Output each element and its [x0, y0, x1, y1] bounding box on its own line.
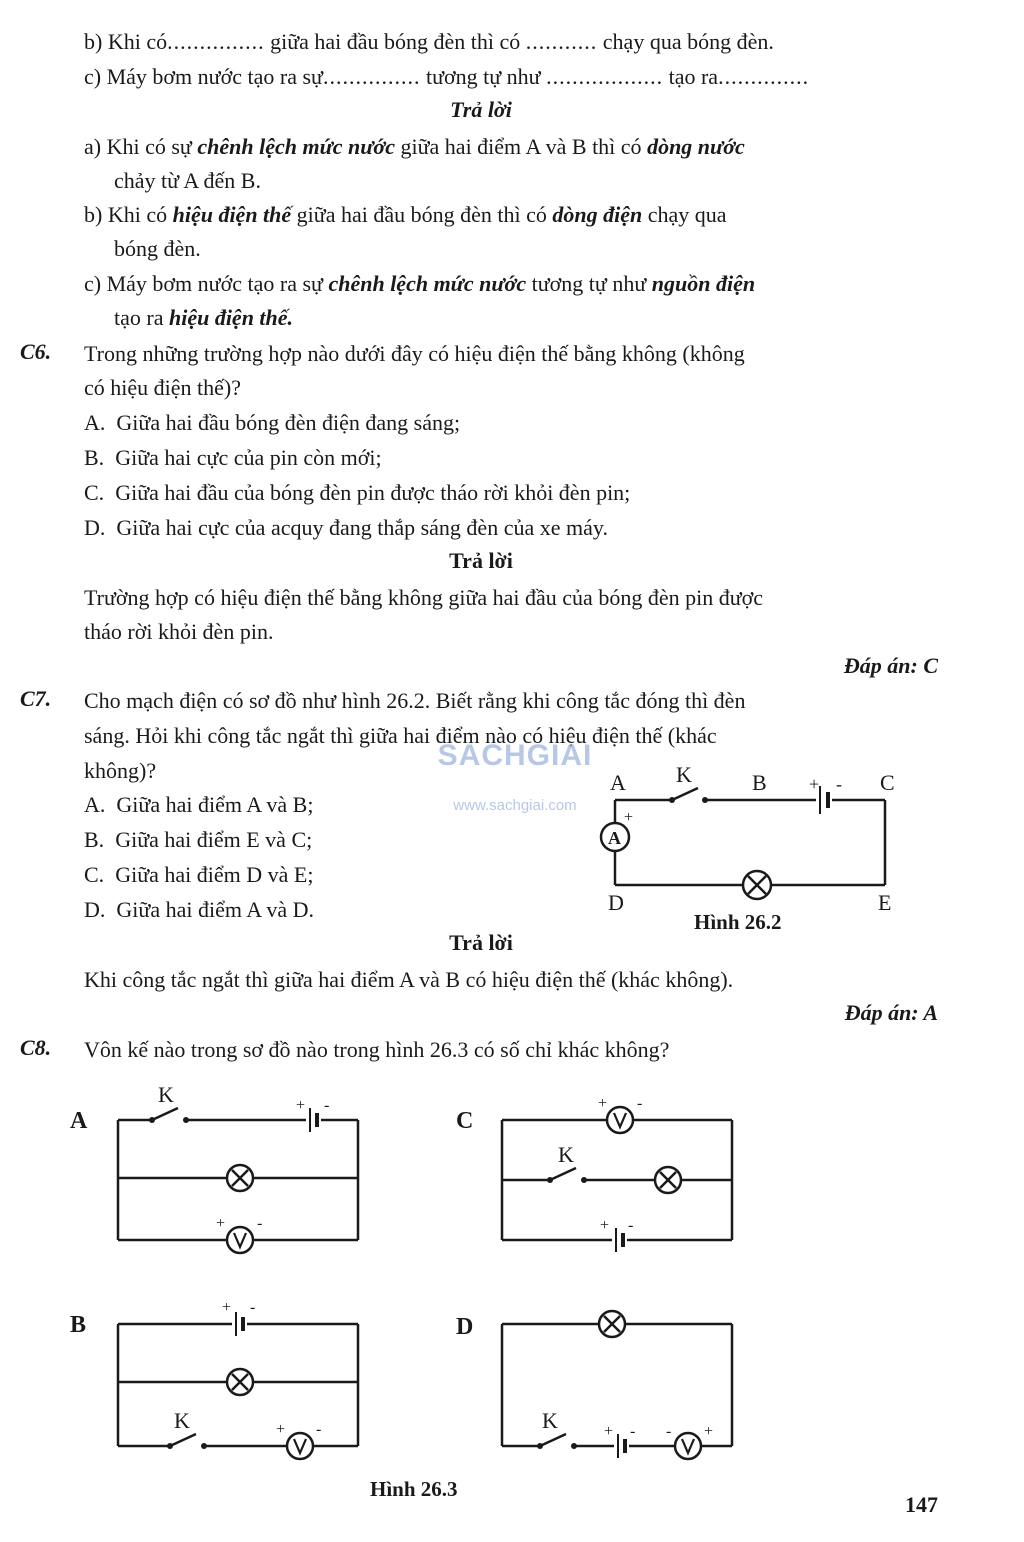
c7-question-cont: sáng. Hỏi khi công tắc ngắt thì giữa hai điểm nào có hiệu điện thế (khác: [84, 723, 717, 748]
ammeter-plus: +: [624, 809, 634, 826]
c6-option-d: D. Giữa hai cực của acquy đang thắp sáng đèn của xe máy.: [84, 515, 608, 540]
c7-option-d: D. Giữa hai điểm A và D.: [84, 897, 315, 922]
svg-text:-: -: [250, 1299, 256, 1316]
c6-option-b: B. Giữa hai cực của pin còn mới;: [84, 445, 382, 470]
c7-option-c: C. Giữa hai điểm D và E;: [84, 862, 314, 887]
panel-b-lamp-icon: [227, 1369, 253, 1395]
svg-text:-: -: [637, 1095, 643, 1112]
svg-text:+: +: [598, 1095, 608, 1112]
svg-text:-: -: [324, 1097, 330, 1114]
panel-c-label: C: [456, 1108, 474, 1134]
panel-d-lamp-icon: [599, 1311, 625, 1337]
answer-a: a) Khi có sự chênh lệch mức nước giữa hai điểm A và B thì có dòng nước: [84, 134, 745, 159]
answer-b-cont: bóng đèn.: [114, 236, 201, 261]
figure-26-3: [60, 1080, 780, 1480]
c7-answer: Khi công tắc ngắt thì giữa hai điểm A và B có hiệu điện thế (khác không).: [84, 967, 734, 992]
figure-26-2-caption: Hình 26.2: [694, 910, 782, 934]
point-a-label: A: [610, 770, 626, 795]
c6-answer-heading: Trả lời: [449, 548, 513, 573]
c7-answer-heading: Trả lời: [449, 930, 513, 955]
svg-text:-: -: [630, 1423, 636, 1440]
panel-d-voltmeter-icon: [675, 1433, 701, 1459]
c7-option-a: A. Giữa hai điểm A và B;: [84, 792, 314, 817]
panel-a-label: A: [70, 1108, 88, 1134]
point-d-label: D: [608, 890, 624, 915]
c7-result: Đáp án: A: [844, 1000, 938, 1025]
watermark-brand: SACHGIAI: [437, 739, 593, 772]
answer-c-cont: tạo ra hiệu điện thế.: [114, 305, 294, 330]
circuit-panel-c: [456, 1095, 732, 1252]
figure-26-2: [590, 760, 920, 920]
battery-plus: +: [809, 774, 820, 794]
panel-b-voltmeter-icon: [287, 1433, 313, 1459]
c6-option-a: A. Giữa hai đầu bóng đèn điện đang sáng;: [84, 410, 461, 435]
point-e-label: E: [878, 890, 892, 915]
svg-text:-: -: [628, 1217, 634, 1234]
c7-label: C7.: [20, 686, 52, 711]
circuit-panel-a: [70, 1082, 358, 1253]
c8-label: C8.: [20, 1035, 52, 1060]
answer-a-cont: chảy từ A đến B.: [114, 168, 261, 193]
point-b-label: B: [752, 770, 767, 795]
c7-question-cont2: không)?: [84, 758, 157, 783]
svg-text:+: +: [600, 1217, 610, 1234]
answer-b: b) Khi có hiệu điện thế giữa hai đầu bóng đèn thì có dòng điện chạy qua: [84, 202, 727, 227]
panel-c-voltmeter-icon: [607, 1107, 633, 1133]
svg-text:-: -: [257, 1215, 263, 1232]
panel-a-voltmeter-icon: [227, 1227, 253, 1253]
svg-text:-: -: [316, 1421, 322, 1438]
answer-heading: Trả lời: [450, 97, 512, 122]
page-number: 147: [905, 1492, 938, 1517]
panel-d-switch-label: K: [542, 1408, 558, 1433]
panel-c-switch-label: K: [558, 1142, 574, 1167]
exercise-b-fill: b) Khi có............... giữa hai đầu bóng đèn thì có ........... chạy qua bóng đèn.: [84, 29, 774, 54]
c6-answer: Trường hợp có hiệu điện thế bằng không giữa hai đầu của bóng đèn pin được: [84, 585, 764, 610]
svg-text:+: +: [296, 1097, 306, 1114]
svg-text:+: +: [704, 1423, 714, 1440]
answer-c: c) Máy bơm nước tạo ra sự chênh lệch mức nước tương tự như nguồn điện: [84, 271, 756, 296]
svg-text:+: +: [222, 1299, 232, 1316]
c6-answer-cont: tháo rời khỏi đèn pin.: [84, 619, 274, 644]
svg-text:+: +: [604, 1423, 614, 1440]
switch-k-label: K: [676, 762, 692, 787]
exercise-c-fill: c) Máy bơm nước tạo ra sự............... tương tự như .................. tạo ra..............: [84, 64, 810, 89]
panel-a-switch-label: K: [158, 1082, 174, 1107]
circuit-panel-b: [70, 1299, 358, 1459]
panel-c-lamp-icon: [655, 1167, 681, 1193]
svg-text:+: +: [276, 1421, 286, 1438]
c6-label: C6.: [20, 339, 52, 364]
c6-option-c: C. Giữa hai đầu của bóng đèn pin được tháo rời khỏi đèn pin;: [84, 480, 631, 505]
c8-question: Vôn kế nào trong sơ đồ nào trong hình 26.3 có số chỉ khác không?: [84, 1037, 670, 1062]
ammeter-icon: A: [608, 828, 621, 848]
panel-d-label: D: [456, 1314, 474, 1340]
svg-text:-: -: [666, 1423, 672, 1440]
circuit-panel-d: [456, 1311, 732, 1459]
c7-option-b: B. Giữa hai điểm E và C;: [84, 827, 313, 852]
battery-minus: -: [836, 774, 842, 794]
point-c-label: C: [880, 770, 895, 795]
panel-a-lamp-icon: [227, 1165, 253, 1191]
c6-result: Đáp án: C: [843, 653, 938, 678]
figure-26-3-caption: Hình 26.3: [370, 1477, 458, 1501]
watermark-url: www.sachgiai.com: [453, 797, 577, 814]
watermark: [410, 738, 620, 828]
panel-b-switch-label: K: [174, 1408, 190, 1433]
panel-b-label: B: [70, 1312, 87, 1338]
c6-question: Trong những trường hợp nào dưới đây có hiệu điện thế bằng không (không: [84, 341, 745, 366]
svg-text:+: +: [216, 1215, 226, 1232]
c7-question: Cho mạch điện có sơ đồ như hình 26.2. Biết rằng khi công tắc đóng thì đèn: [84, 688, 746, 713]
c6-question-cont: có hiệu điện thế)?: [84, 375, 241, 400]
